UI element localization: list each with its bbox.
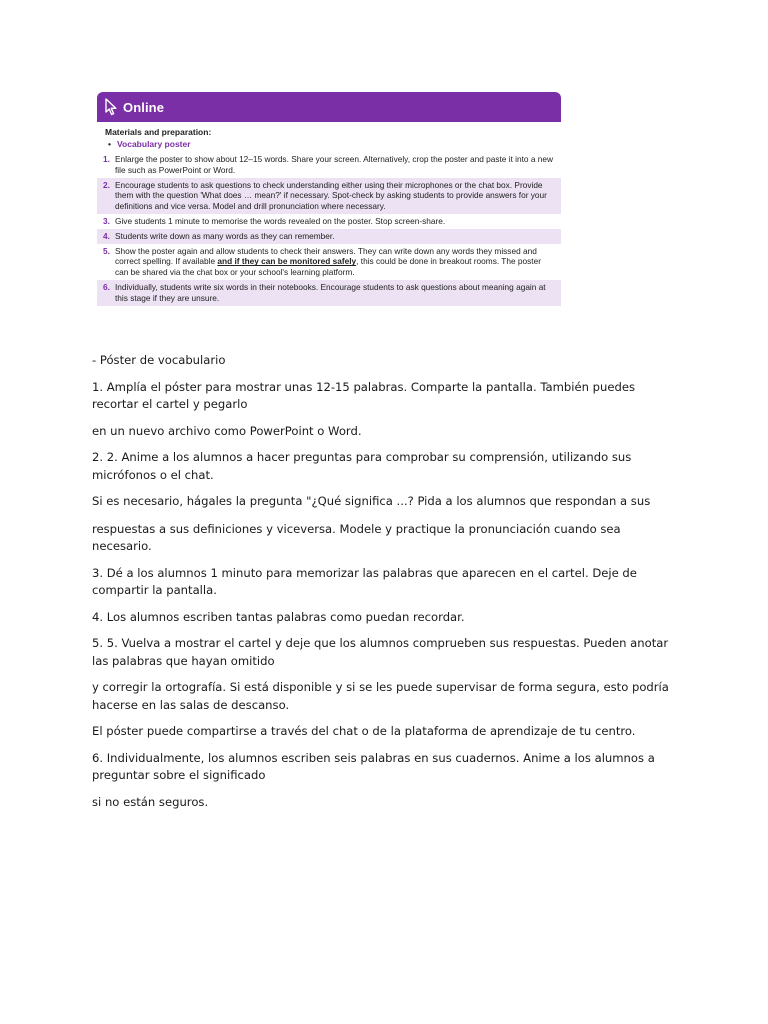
paragraph: 1. Amplía el póster para mostrar unas 12-15 palabras. Comparte la pantalla. También puedes recortar el cartel y pegarlo [92,379,636,411]
step-text [115,246,553,278]
step-number: 3. [103,215,110,226]
step-5 [97,244,561,280]
step-4 [97,229,561,244]
paragraph: 2. 2. Anime a los alumnos a hacer preguntas para comprobar su comprensión, utilizando sus micrófonos o el chat. [92,450,632,482]
paragraph: 6. Individualmente, los alumnos escriben seis palabras en sus cuadernos. Anime a los alumnos a preguntar sobre el significado [92,750,655,782]
step-number: 2. [103,179,110,190]
paragraph: 4. Los alumnos escriben tantas palabras como puedan recordar. [92,609,465,624]
card-title: Online [123,99,165,115]
paragraph: si no están seguros. [92,794,209,809]
step-number: 4. [103,230,110,241]
paragraph: Si es necesario, hágales la pregunta "¿Qué significa ...? Pida a los alumnos que respondan a sus [92,494,651,508]
materials-item [105,138,553,150]
step-1 [97,152,561,178]
step-number: 6. [103,281,110,292]
step-text: Students write down as many words as they can remember. [115,230,335,241]
step-text: Enlarge the poster to show about 12–15 words. Share your screen. Alternatively, crop the poster and paste it into a new file such as PowerPoint or Word. [115,154,553,175]
step-text: Give students 1 minute to memorise the words revealed on the poster. Stop screen-share. [115,215,446,226]
bullet-icon: • [108,139,111,149]
step-number: 1. [103,154,110,164]
materials-item-label: Vocabulary poster [117,139,191,149]
materials-section [97,122,561,152]
paragraph: y corregir la ortografía. Si está disponible y si se les puede supervisar de forma segura, esto podría hacerse en las salas de descanso. [92,680,669,712]
paragraph: respuestas a sus definiciones y viceversa. Modele y practique la pronunciación cuando sea necesario. [92,521,621,553]
paragraph: 3. Dé a los alumnos 1 minuto para memorizar las palabras que aparecen en el cartel. Deje de compartir la pantalla. [92,565,637,597]
card-header [97,92,561,122]
step-text-emphasis: and if they can be monitored safely [217,256,357,267]
translation-text [92,352,672,811]
paragraph: 5. 5. Vuelva a mostrar el cartel y deje que los alumnos comprueben sus respuestas. Pueden anotar las palabras que hayan omitido [92,636,669,668]
step-text-part: , this could be done in breakout rooms. The poster can be shared via the chat box or your school's learning platform. [115,256,541,278]
lesson-card [97,92,561,343]
cursor-arrow-icon [103,98,119,116]
paragraph: El póster puede compartirse a través del chat o de la plataforma de aprendizaje de tu centro. [92,724,636,738]
step-6 [97,280,561,306]
paragraph: - Póster de vocabulario [92,353,226,367]
step-2 [97,178,561,214]
step-text: Encourage students to ask questions to check understanding either using their microphones or the chat box. Provide them with the question 'What does … mean?' if necessary. Spot-check by asking students to provide answers for your definitions and vice versa. Model and drill pronunciation where necessary. [115,179,547,212]
step-text: Individually, students write six words in their notebooks. Encourage students to ask questions about meaning again at this stage if they are unsure. [115,281,546,303]
paragraph: en un nuevo archivo como PowerPoint o Word. [92,423,362,438]
materials-heading: Materials and preparation: [105,127,212,137]
step-number: 5. [103,245,110,256]
step-3 [97,214,561,229]
step-text-part: Show the poster again and allow students to check their answers. They can write down any words they missed and correct spelling. If available [115,245,537,267]
